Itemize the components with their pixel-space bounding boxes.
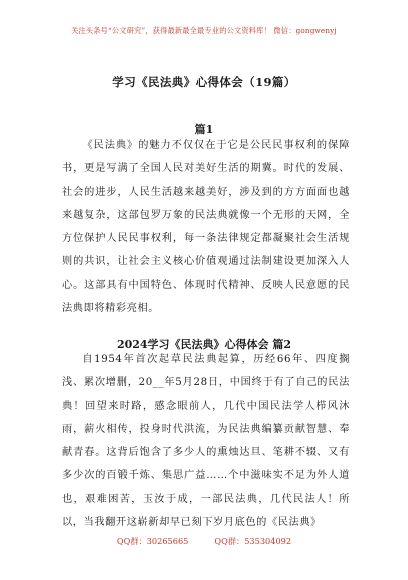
footer-qq-group-2: QQ群：535304092 [214,536,292,546]
section-body-2: 自1954年首次起草民法典起算，历经66年、四度搁浅、累次增删，20__年5月28日，中国终于有了自己的民法典！回望来时路，感念眼前人，几代中国民法学人栉风沐雨，薪火相传，投身时代洪流，为民法典编纂贡献智慧、奉献青春。这背后饱含了多少人的熏烛达旦、笔耕不辍、又有多少次的百锻千炼、集思广益……个中滋味实不足为外人道也，艰难困苦，玉汝于成，一部民法典，几代民法人！所以，当我翻开这崭新却早已刻下岁月底色的《民法典》 [62,354,350,529]
header-banner: 关注头条号“公文研究”，获得最新最全最专业的公文资料库！ 微信：gongwenyj [71,26,337,35]
footer-qq-group-1: QQ群：30265665 [116,536,189,546]
footer-contact [0,536,408,547]
section-heading-1: 篇1 [194,123,214,136]
section-body-1: 《民法典》的魅力不仅仅在于它是公民民事权利的保障书，更是写满了全国人民对美好生活的期冀。时代的发展、社会的进步，人民生活越来越美好，涉及到的方方面面也越来越复杂，这部包罗万象的民法典就像一个无形的天网，全方位保护人民民事权利，每一条法律规定都凝聚社会生活规则的共识，让社会主义核心价值观通过法制建设更加深入人心。这部具有中国特色、体现时代精神、反映人民意愿的民法典即将精彩亮相。 [62,140,350,315]
document-title: 学习《民法典》心得体会（19篇） [112,75,296,89]
section-heading-2: 2024学习《民法典》心得体会 篇2 [116,338,292,351]
